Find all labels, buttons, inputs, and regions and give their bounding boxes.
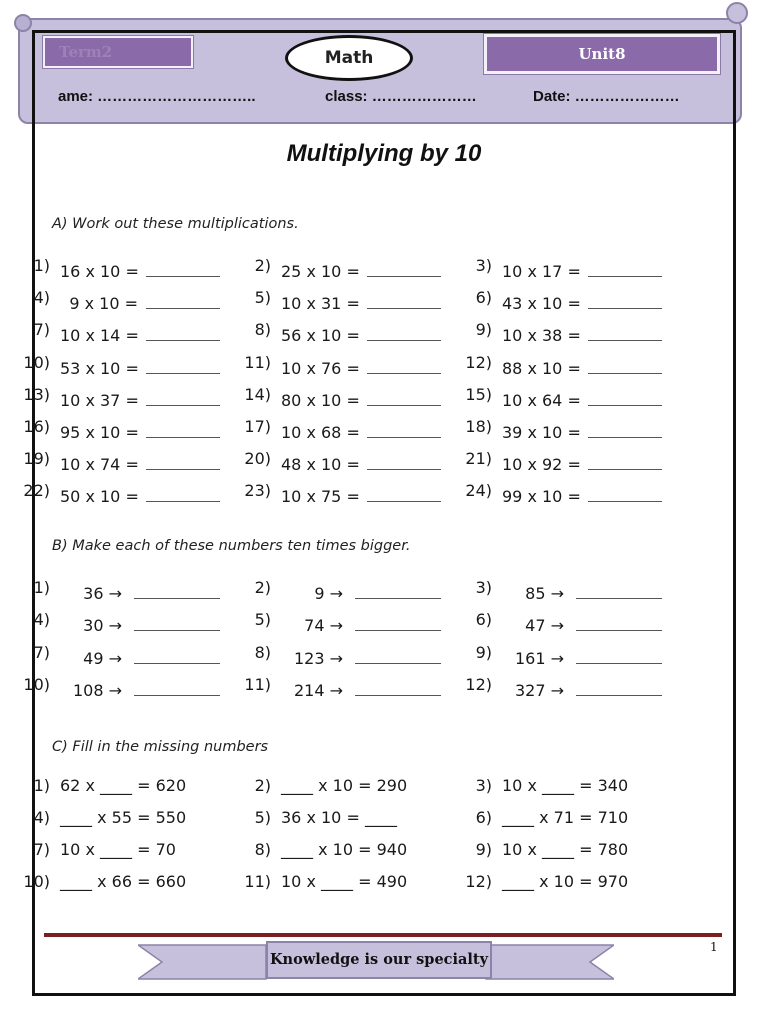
exercise-number: 20) [244,449,271,469]
exercise-number: 7) [33,320,50,340]
exercise-expression: 10 x 68 = [281,423,360,442]
exercise-expression: 214 → [293,680,343,700]
name-field: ame: ………………………….. [58,88,256,105]
exercise-number: 5) [254,610,271,630]
exercise-item [33,776,187,802]
answer-blank[interactable] [367,449,441,470]
exercise-expression: 88 x 10 = [502,358,581,378]
exercise-number: 21) [465,449,492,469]
exercise-expression: 10 x 92 = [502,455,581,475]
exercise-expression: 50 x 10 = [60,487,139,507]
exercise-number: 24) [465,481,492,501]
exercise-item [23,872,187,898]
exercise-expression: 10 x ____ = 70 [60,840,176,859]
exercise-item [254,840,408,866]
exercise-expression: ____ x 10 = 970 [502,872,629,891]
exercise-expression: ____ x 71 = 710 [502,808,629,827]
answer-blank[interactable] [588,320,662,341]
exercise-item [475,578,662,604]
exercise-number: 12) [465,872,492,891]
exercise-item [33,642,220,669]
exercise-item [33,840,176,866]
answer-blank[interactable] [588,353,662,374]
exercise-expression: 10 x 76 = [281,358,360,378]
exercise-number: 22) [23,481,50,501]
exercise-expression: 123 → [293,648,343,668]
exercise-expression: 10 x 17 = [502,262,581,281]
exercise-item [254,288,441,314]
exercise-number: 7) [33,642,50,662]
answer-blank[interactable] [576,643,662,664]
answer-blank[interactable] [367,353,441,374]
exercise-item [254,642,441,669]
worksheet-title: Multiplying by 10 [286,140,482,167]
footer-divider [44,933,722,937]
exercise-item [465,449,662,475]
exercise-number: 12) [465,352,492,372]
exercise-item [23,674,220,701]
answer-blank[interactable] [134,578,220,599]
exercise-expression: 10 x 74 = [60,455,139,475]
answer-blank[interactable] [367,288,441,309]
exercise-number: 19) [23,449,50,469]
exercise-expression: 30 → [83,616,122,636]
exercise-item [465,872,629,898]
exercise-expression: 10 x ____ = 490 [281,872,408,891]
answer-blank[interactable] [367,320,441,341]
exercise-expression: 327 → [514,680,564,700]
exercise-item [254,578,441,604]
exercise-number: 9) [475,320,492,340]
unit-label: Unit8 [484,34,720,74]
exercise-number: 8) [254,642,271,662]
exercise-item [33,256,220,282]
answer-blank[interactable] [146,481,220,502]
exercise-expression: ____ x 10 = 940 [281,840,408,859]
scroll-curl-decoration [726,2,748,24]
answer-blank[interactable] [146,353,220,374]
exercise-expression: 16 x 10 = [60,262,139,281]
exercise-item [475,840,629,866]
exercise-number: 6) [475,610,492,630]
exercise-number: 9) [475,840,492,859]
exercise-number: 16) [23,417,50,436]
exercise-expression: 47 → [525,616,564,636]
exercise-item [475,776,629,802]
subject-label: Math [285,35,413,81]
answer-blank[interactable] [355,578,441,599]
exercise-expression: 10 x 75 = [281,487,360,507]
exercise-expression: 10 x 37 = [60,390,139,410]
answer-blank[interactable] [146,256,220,277]
exercise-number: 17) [244,417,271,436]
exercise-expression: ____ x 66 = 660 [60,872,187,891]
answer-blank[interactable] [355,675,441,696]
exercise-item [23,449,220,475]
exercise-number: 10) [23,872,50,891]
exercise-expression: 9 x 10 = [69,294,138,314]
exercise-expression: 10 x ____ = 780 [502,840,629,859]
exercise-item [23,384,220,411]
exercise-item [244,481,441,507]
exercise-expression: 95 x 10 = [60,423,139,442]
exercise-item [23,352,220,379]
exercise-number: 2) [254,776,271,795]
exercise-number: 4) [33,288,50,308]
exercise-expression: 25 x 10 = [281,262,360,281]
scroll-curl-decoration [14,14,32,32]
exercise-item [244,352,441,379]
exercise-expression: ____ x 55 = 550 [60,808,187,827]
section-b-heading: B) Make each of these numbers ten times bigger. [52,538,411,554]
exercise-item [244,449,441,475]
answer-blank[interactable] [588,417,662,438]
exercise-expression: 9 → [314,584,343,603]
exercise-expression: 53 x 10 = [60,358,139,378]
exercise-item [244,384,441,411]
exercise-item [33,320,220,346]
section-c-heading: C) Fill in the missing numbers [52,739,269,755]
exercise-item [475,288,662,314]
exercise-expression: 108 → [72,680,122,700]
answer-blank[interactable] [134,643,220,664]
term-label: Term2 [43,36,193,68]
exercise-expression: 10 x 14 = [60,326,139,346]
exercise-expression: 161 → [514,648,564,668]
answer-blank[interactable] [367,417,441,438]
exercise-item [244,417,441,443]
exercise-item [465,384,662,411]
exercise-number: 13) [23,384,50,404]
exercise-expression: 10 x ____ = 340 [502,776,629,795]
answer-blank[interactable] [588,481,662,502]
footer-motto: Knowledge is our specialty [266,941,492,979]
exercise-number: 12) [465,674,492,694]
exercise-item [254,808,397,834]
exercise-expression: 80 x 10 = [281,390,360,410]
exercise-item [475,808,629,834]
date-field: Date: ………………… [533,88,680,105]
exercise-item [254,256,441,282]
exercise-item [475,642,662,669]
answer-blank[interactable] [367,385,441,406]
answer-blank[interactable] [134,610,220,631]
exercise-item [254,610,441,636]
section-a-heading: A) Work out these multiplications. [52,216,299,232]
answer-blank[interactable] [576,578,662,599]
exercise-expression: 39 x 10 = [502,423,581,442]
exercise-item [465,417,662,443]
exercise-item [475,256,662,282]
exercise-item [33,578,220,604]
exercise-item [33,288,220,314]
exercise-number: 5) [254,808,271,827]
exercise-item [33,808,187,834]
exercise-expression: 99 x 10 = [502,487,581,507]
answer-blank[interactable] [588,385,662,406]
exercise-expression: 56 x 10 = [281,326,360,346]
exercise-number: 11) [244,872,271,891]
exercise-number: 1) [33,256,50,275]
exercise-number: 11) [244,352,271,372]
exercise-number: 6) [475,808,492,827]
exercise-number: 11) [244,674,271,694]
answer-blank[interactable] [367,481,441,502]
exercise-number: 10) [23,674,50,694]
exercise-item [465,352,662,379]
exercise-number: 8) [254,320,271,340]
exercise-item [23,481,220,507]
exercise-number: 5) [254,288,271,308]
exercise-expression: 85 → [525,584,564,603]
answer-blank[interactable] [146,320,220,341]
exercise-number: 9) [475,642,492,662]
answer-blank[interactable] [588,449,662,470]
exercise-number: 2) [254,256,271,275]
exercise-number: 14) [244,384,271,404]
answer-blank[interactable] [146,385,220,406]
exercise-number: 7) [33,840,50,859]
answer-blank[interactable] [367,256,441,277]
exercise-number: 8) [254,840,271,859]
exercise-item [244,674,441,701]
exercise-expression: 10 x 64 = [502,390,581,410]
exercise-number: 3) [475,776,492,795]
exercise-item [465,674,662,701]
answer-blank[interactable] [576,675,662,696]
exercise-number: 4) [33,610,50,630]
exercise-expression: ____ x 10 = 290 [281,776,408,795]
exercise-expression: 36 x 10 = ____ [281,808,397,827]
exercise-item [33,610,220,636]
exercise-item [465,481,662,507]
exercise-number: 2) [254,578,271,597]
exercise-item [475,610,662,636]
exercise-number: 6) [475,288,492,308]
answer-blank[interactable] [146,449,220,470]
answer-blank[interactable] [146,417,220,438]
exercise-expression: 48 x 10 = [281,455,360,475]
exercise-number: 15) [465,384,492,404]
exercise-item [23,417,220,443]
exercise-number: 18) [465,417,492,436]
exercise-number: 1) [33,776,50,795]
page-number: 1 [710,940,718,954]
exercise-expression: 10 x 38 = [502,326,581,346]
answer-blank[interactable] [146,288,220,309]
exercise-number: 4) [33,808,50,827]
answer-blank[interactable] [588,288,662,309]
exercise-expression: 10 x 31 = [281,294,360,314]
exercise-expression: 62 x ____ = 620 [60,776,187,795]
exercise-number: 1) [33,578,50,597]
exercise-item [254,776,408,802]
answer-blank[interactable] [588,256,662,277]
answer-blank[interactable] [355,610,441,631]
exercise-expression: 49 → [83,648,122,668]
exercise-number: 3) [475,578,492,597]
exercise-expression: 43 x 10 = [502,294,581,314]
exercise-expression: 36 → [83,584,122,603]
answer-blank[interactable] [355,643,441,664]
answer-blank[interactable] [576,610,662,631]
exercise-item [254,320,441,346]
exercise-number: 23) [244,481,271,501]
class-field: class: ………………… [325,88,477,105]
exercise-number: 10) [23,352,50,372]
exercise-expression: 74 → [304,616,343,636]
exercise-number: 3) [475,256,492,275]
answer-blank[interactable] [134,675,220,696]
exercise-item [244,872,408,898]
exercise-item [475,320,662,346]
